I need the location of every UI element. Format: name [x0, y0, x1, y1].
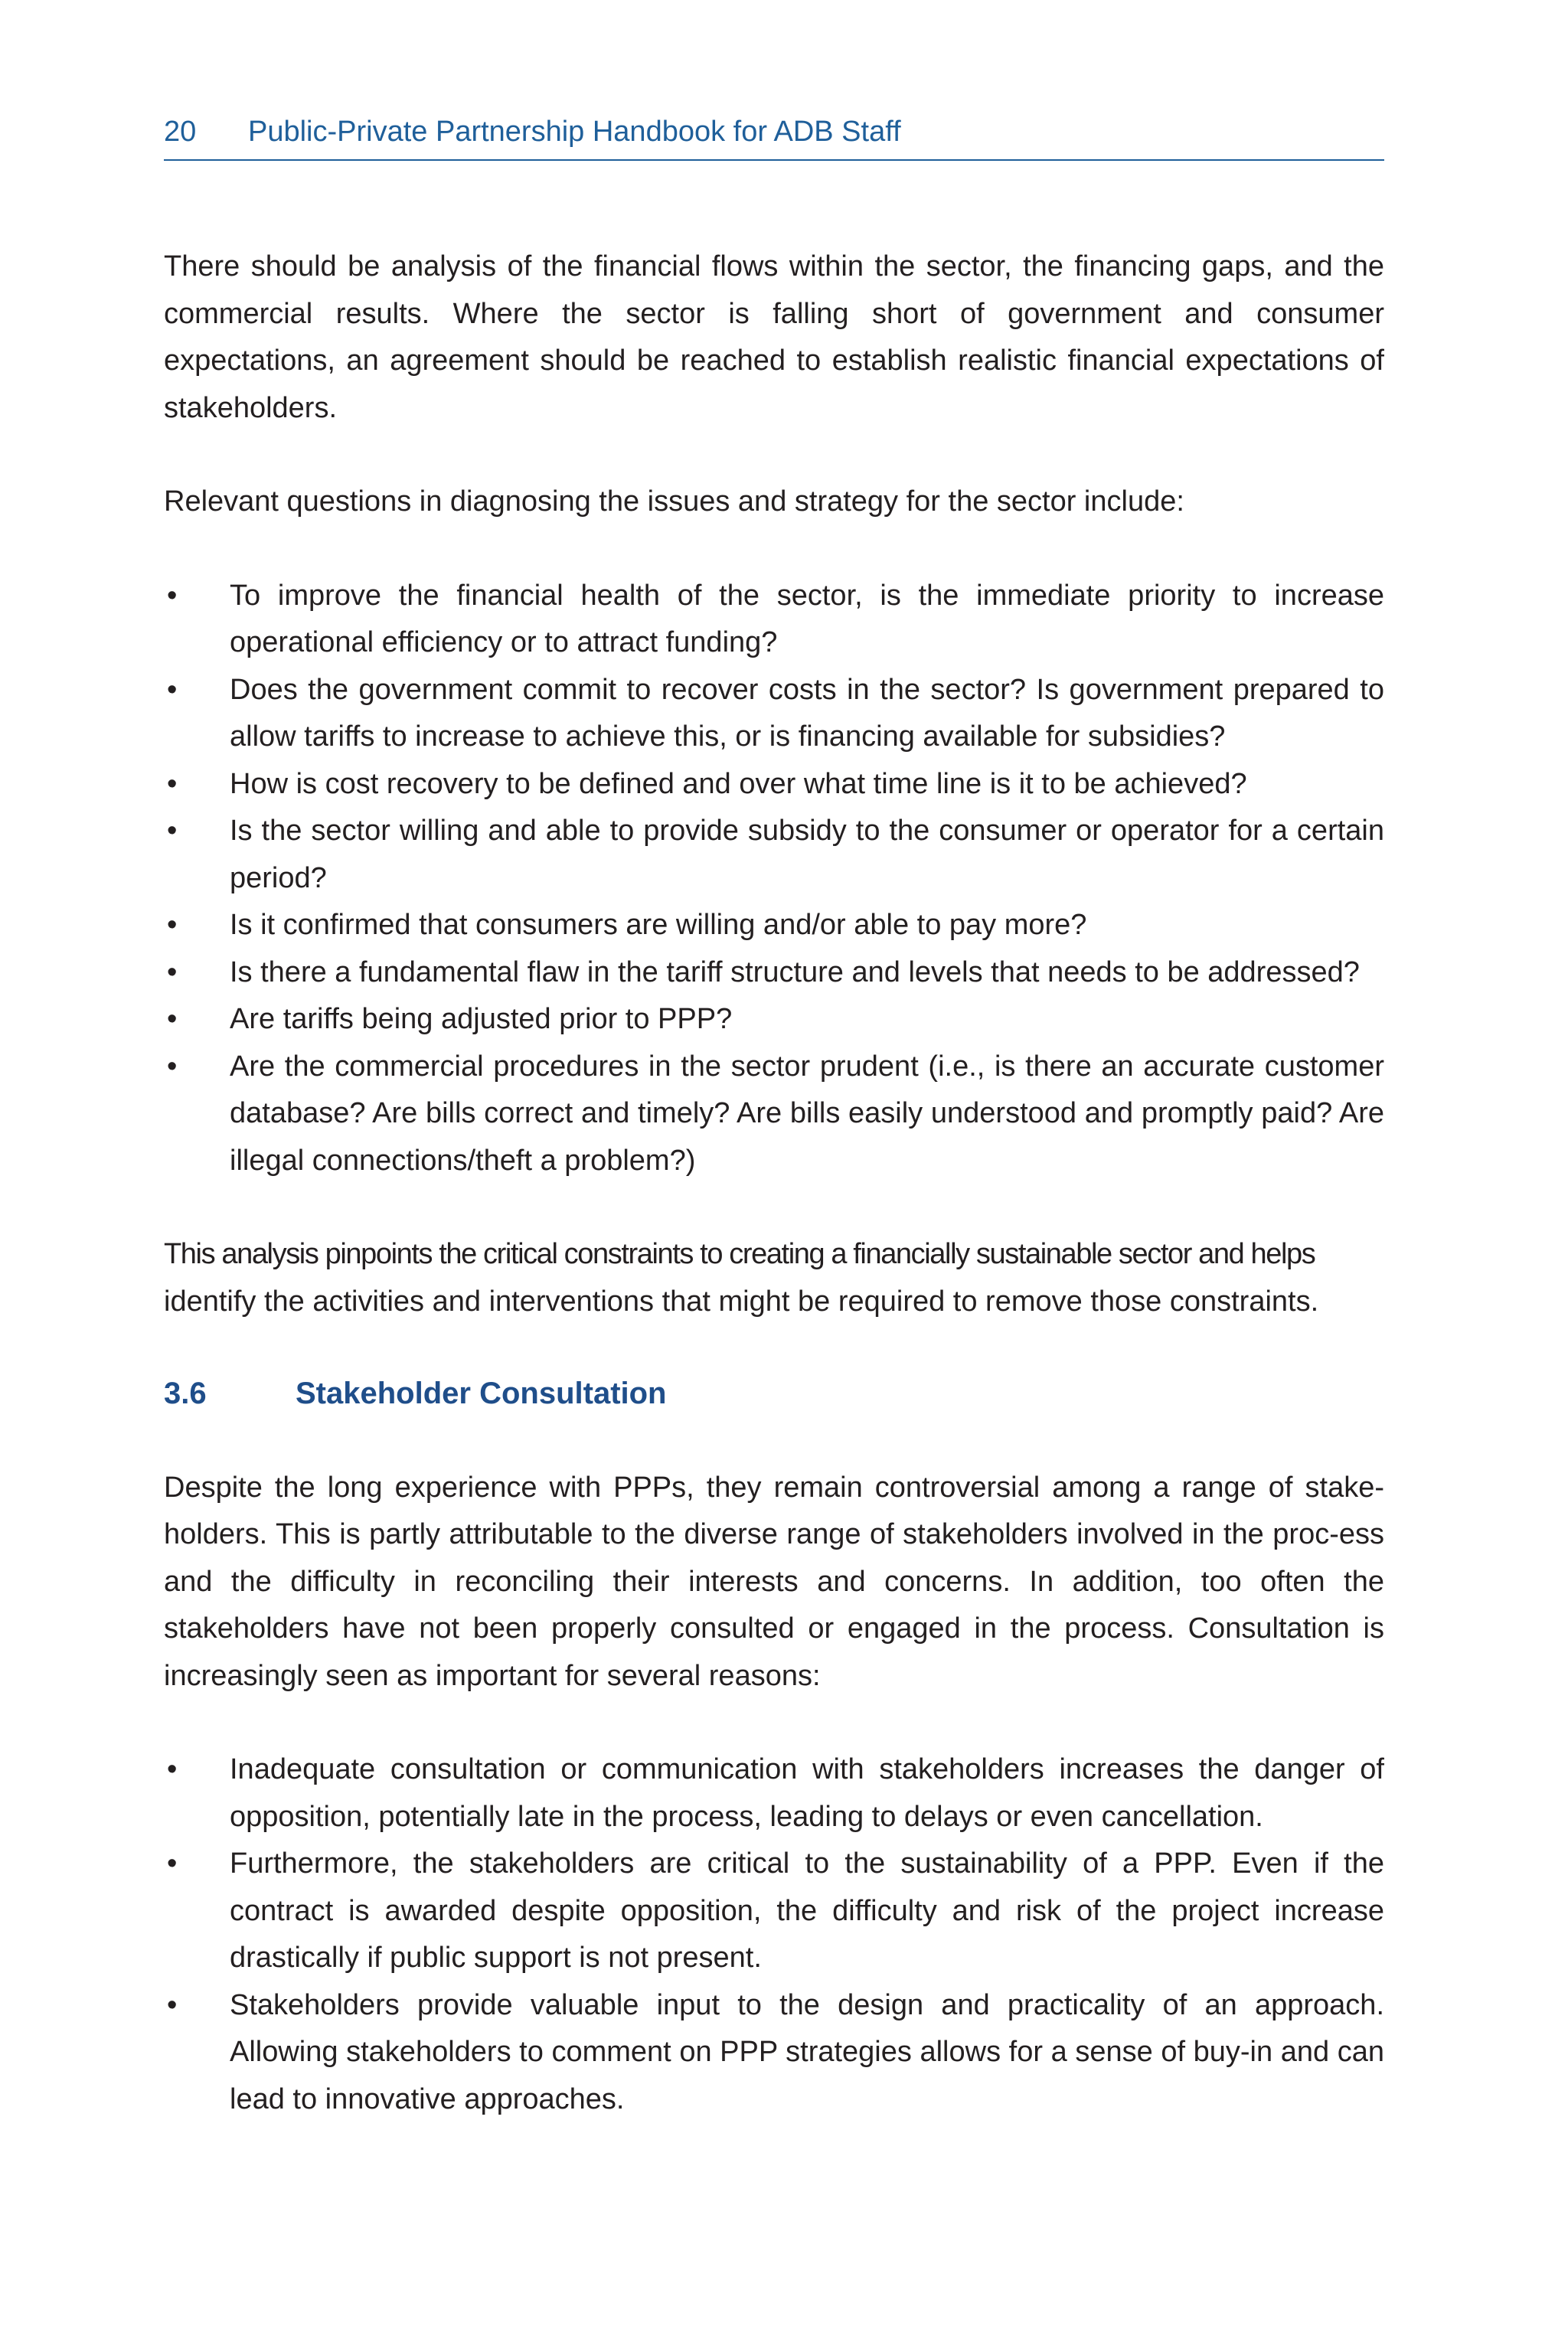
list-item: • Does the government commit to recover costs in the sector? Is government prepared to allow tariffs to increase to achieve this, or is financing available for subsidies? — [164, 667, 1384, 761]
running-title: Public-Private Partnership Handbook for ADB Staff — [248, 116, 901, 148]
list-item: • Furthermore, the stakeholders are critical to the sustainability of a PPP. Even if the contract is awarded despite opposition, the difficulty and risk of the project increase drastically if public support is not present. — [164, 1841, 1384, 1982]
diagnostic-questions-list — [164, 573, 1384, 1185]
bullet-glyph: • — [167, 1003, 178, 1035]
analysis-paragraph — [164, 1231, 1384, 1325]
running-header — [164, 106, 1384, 161]
bullet-glyph: • — [167, 1988, 178, 2021]
list-item: • Is the sector willing and able to provide subsidy to the consumer or operator for a certain period? — [164, 808, 1384, 902]
page-body — [164, 243, 1384, 2123]
list-item: • Stakeholders provide valuable input to the design and practicality of an approach. Allowing stakeholders to comment on PPP strategies allows for a sense of buy-in and can lead to innovative approaches. — [164, 1982, 1384, 2124]
list-item: • Are tariffs being adjusted prior to PPP? — [164, 996, 1384, 1044]
section-heading — [164, 1370, 1384, 1418]
intro-paragraph: There should be analysis of the financial flows within the sector, the financing gaps, and the commercial results. Where the sector is falling short of government and consumer expectations, an agreement should be reached to establish realistic financial expectations of stakeholders. — [164, 250, 1384, 424]
consultation-paragraph: Despite the long experience with PPPs, they remain controversial among a range of stake-holders. This is partly attributable to the diverse range of stakeholders involved in the proc-ess and the difficulty in reconciling their interests and concerns. In addition, too often the stakeholders have not been properly consulted or engaged in the process. Consultation is increasingly seen as important for several reasons: — [164, 1471, 1384, 1692]
list-item: • To improve the financial health of the sector, is the immediate priority to increase operational efficiency or to attract funding? — [164, 573, 1384, 667]
analysis-line-1: This analysis pinpoints the critical constraints to creating a financially sustainable sector and helps — [164, 1238, 1315, 1270]
bullet-glyph: • — [167, 956, 178, 988]
bullet-glyph: • — [167, 1753, 178, 1785]
bullet-glyph: • — [167, 579, 178, 612]
section-number: 3.6 — [164, 1377, 207, 1410]
bullet-glyph: • — [167, 1847, 178, 1880]
bullet-glyph: • — [167, 767, 178, 800]
bullet-glyph: • — [167, 909, 178, 941]
analysis-line-2: identify the activities and interventions that might be required to remove those constraints. — [164, 1285, 1319, 1318]
bullet-glyph: • — [167, 1050, 178, 1083]
bullet-glyph: • — [167, 673, 178, 706]
bullet-glyph: • — [167, 815, 178, 847]
list-item: • Is it confirmed that consumers are willing and/or able to pay more? — [164, 902, 1384, 949]
section-title: Stakeholder Consultation — [296, 1377, 667, 1410]
consultation-reasons-list — [164, 1746, 1384, 2123]
questions-lead-paragraph: Relevant questions in diagnosing the issues and strategy for the sector include: — [164, 485, 1184, 518]
list-item: • Inadequate consultation or communication with stakeholders increases the danger of opposition, potentially late in the process, leading to delays or even cancellation. — [164, 1746, 1384, 1841]
list-item: • How is cost recovery to be defined and over what time line is it to be achieved? — [164, 761, 1384, 808]
list-item: • Are the commercial procedures in the sector prudent (i.e., is there an accurate customer database? Are bills correct and timely? Are bills easily understood and promptly paid? Are illegal connections/theft a problem?) — [164, 1044, 1384, 1185]
page-number: 20 — [164, 116, 197, 148]
list-item: • Is there a fundamental flaw in the tariff structure and levels that needs to be addressed? — [164, 949, 1384, 997]
